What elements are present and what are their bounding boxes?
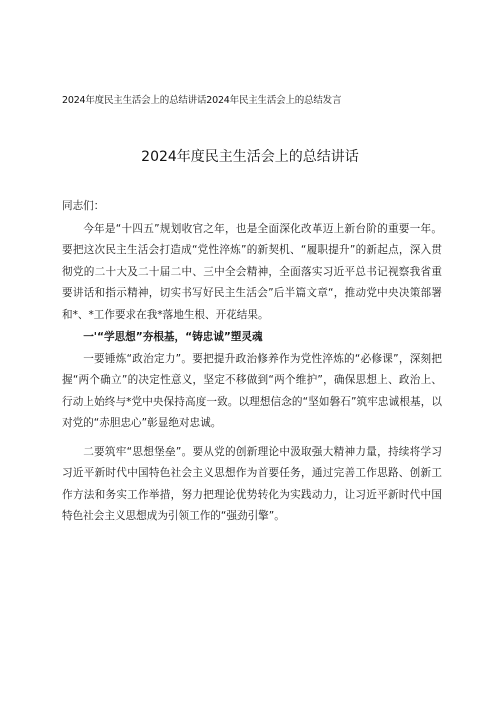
document-body (62, 196, 442, 528)
paragraph-ideological: 二要筑牢“思想堡垒”。要从党的创新理论中汲取强大精神力量，持续将学习习近平新时代中国特色社会主义思想作为首要任务，通过完善工作思路、创新工作方法和务实工作举措，努力把理论优势转化为实践动力，让习近平新时代中国特色社会主义思想成为引领工作的“强劲引擎”。 (62, 445, 442, 522)
paragraph-intro: 今年是“十四五”规划收官之年，也是全面深化改革迈上新台阶的重要一年。要把这次民主生活会打造成“党性淬炼”的新契机、“履职提升”的新起点，深入贯彻党的二十大及二十届二中、三中全会精神，全面落实习近平总书记视察我省重要讲话和指示精神，切实书写好民主生活会”后半篇文章“，推动党中央决策部署和*、*工作要求在我*落地生根、开花结果。 (62, 222, 442, 321)
salutation: 同志们： (62, 200, 105, 212)
document-title: 2024年度民主生活会上的总结讲话 (141, 149, 359, 165)
section-heading: 一'“学思想”夯根基，“铸忠诚”塑灵魂 (83, 331, 263, 343)
paragraph-political: 一要锤炼“政治定力”。要把提升政治修养作为党性淬炼的“必修课”，深刻把握“两个确立”的决定性意义，坚定不移做到“两个维护”，确保思想上、政治上、行动上始终与*党中央保持高度一致。以理想信念的“坚如磐石”筑牢忠诚根基，以对党的“赤胆忠心”彰显绝对忠诚。 (62, 352, 442, 429)
running-header: 2024年度民主生活会上的总结讲话2024年民主生活会上的总结发言 (62, 95, 342, 106)
